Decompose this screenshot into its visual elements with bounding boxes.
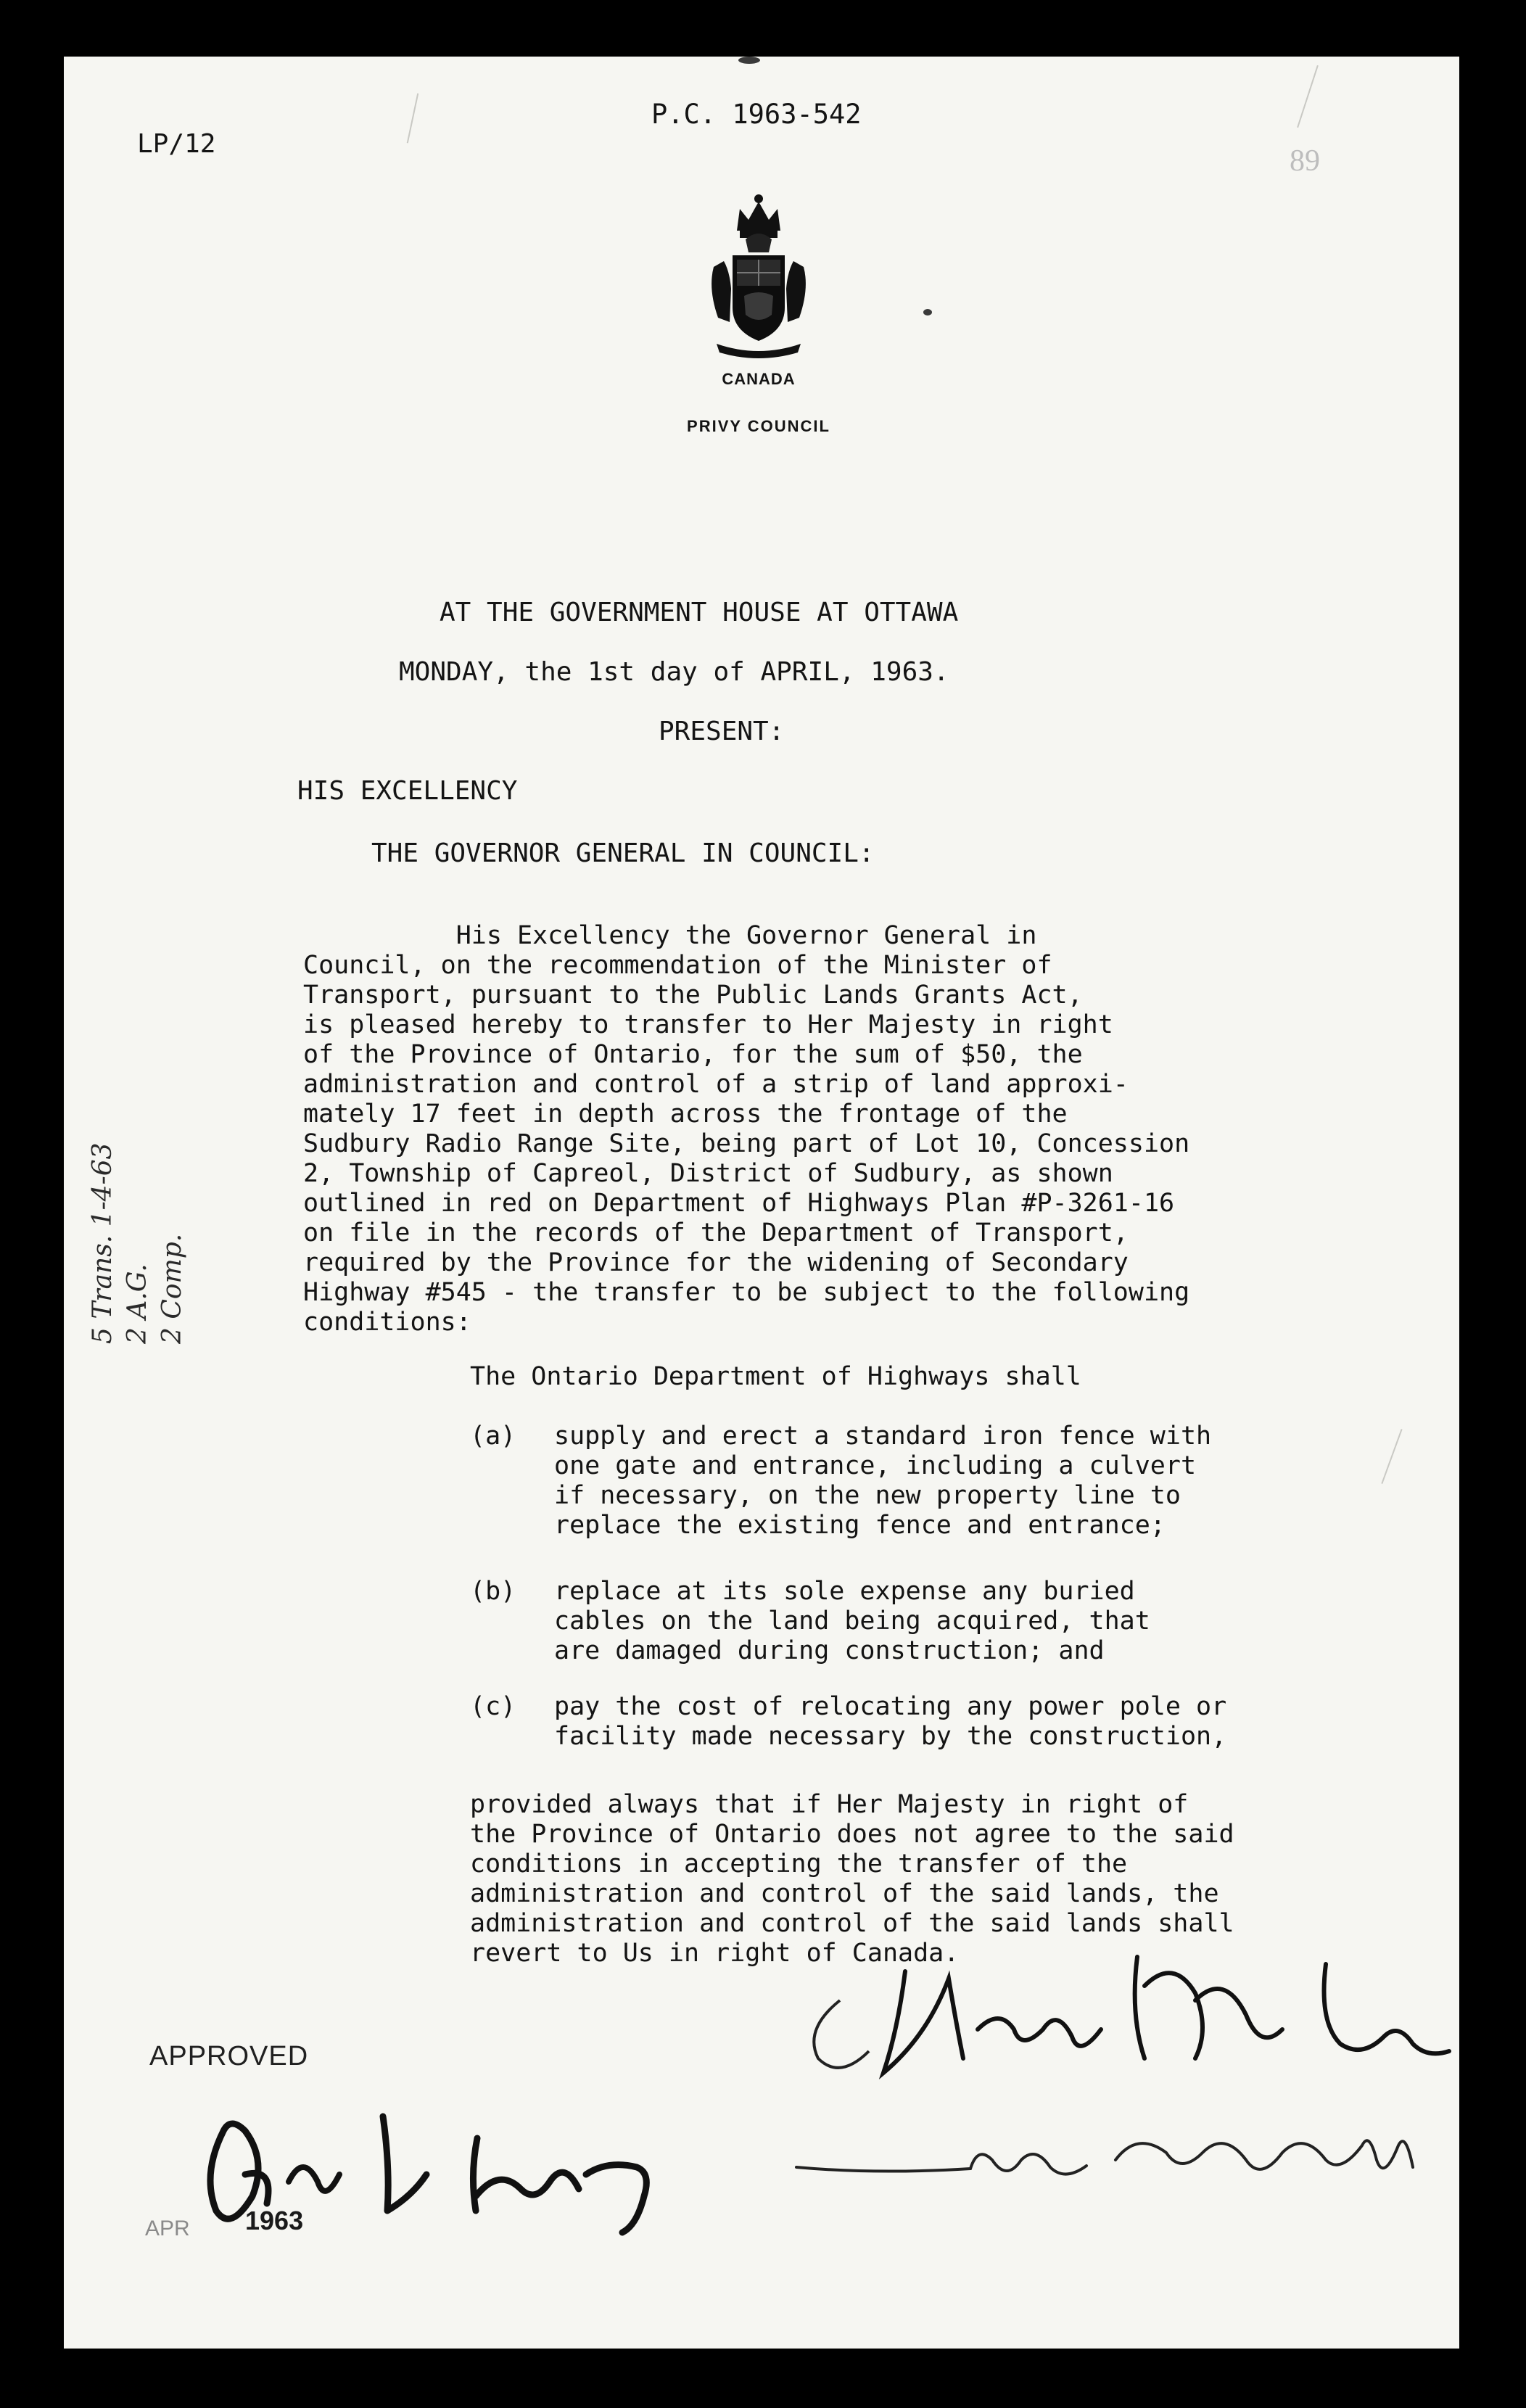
- film-speck: [923, 309, 932, 316]
- condition-b-text: replace at its sole expense any buried cables on the land being acquired, that are damaged during construction; and: [554, 1577, 1150, 1665]
- margin-note-line: 2 A.G.: [123, 1263, 152, 1344]
- condition-c-letter: (c): [470, 1692, 516, 1721]
- heading-location: AT THE GOVERNMENT HOUSE AT OTTAWA: [440, 598, 959, 627]
- film-speck: [738, 57, 760, 64]
- coat-of-arms-icon: [708, 180, 809, 361]
- margin-note-line: 2 Comp.: [157, 1233, 187, 1344]
- approved-stamp-month: APR: [145, 2217, 190, 2240]
- closing-proviso-paragraph: provided always that if Her Majesty in right of the Province of Ontario does not agree to the said conditions in accepting the transfer of the administration and control of the said lands, the administration and control of the said lands shall revert to Us in right of Canada.: [470, 1790, 1234, 1968]
- his-excellency-line: HIS EXCELLENCY: [297, 776, 518, 806]
- page-number: 89: [1290, 144, 1320, 178]
- film-scratch: [407, 94, 419, 144]
- governor-general-signature: [173, 2087, 695, 2247]
- film-scratch: [1297, 65, 1319, 128]
- condition-a-letter: (a): [470, 1422, 516, 1451]
- second-minister-signature: [789, 2102, 1442, 2203]
- governor-general-line: THE GOVERNOR GENERAL IN COUNCIL:: [371, 838, 875, 868]
- heading-date: MONDAY, the 1st day of APRIL, 1963.: [399, 657, 949, 687]
- condition-b-letter: (b): [470, 1577, 516, 1606]
- film-scratch: [1381, 1429, 1402, 1484]
- minister-signature: [760, 1928, 1456, 2087]
- conditions-intro: The Ontario Department of Highways shall: [470, 1362, 1081, 1391]
- condition-c-text: pay the cost of relocating any power pole or facility made necessary by the construction,: [554, 1692, 1227, 1751]
- order-in-council-number: P.C. 1963-542: [651, 99, 862, 130]
- margin-note-line: 5 Trans. 1-4-63: [88, 1142, 117, 1344]
- approved-stamp-year: 1963: [245, 2206, 304, 2235]
- margin-note: [86, 1083, 202, 1344]
- order-body-paragraph: His Excellency the Governor General in Council, on the recommendation of the Minister of Transport, pursuant to the Public Lands Grants Act, is pleased hereby to transfer to Her Majesty in right of the Province of Ontario, for the sum of $50, the administration and control of a strip of land approxi- mately 17 feet in depth across the frontage of the Sudbury Radio Range Site, being part of Lot 10, Concession 2, Township of Capreol, District of Sudbury, as shown outlined in red on Department of Highways Plan #P-3261-16 on file in the records of the Department of Transport, required by the Province for the widening of Secondary Highway #545 - the transfer to be subject to the following conditions:: [303, 921, 1190, 1337]
- heading-present: PRESENT:: [659, 717, 785, 746]
- council-label: PRIVY COUNCIL: [687, 417, 830, 435]
- file-reference: LP/12: [137, 129, 216, 159]
- condition-a-text: supply and erect a standard iron fence with one gate and entrance, including a culvert if necessary, on the new property line to replace the existing fence and entrance;: [554, 1422, 1212, 1540]
- approved-stamp: APPROVED: [149, 2041, 309, 2071]
- country-label: CANADA: [722, 370, 796, 388]
- document-page: [64, 57, 1459, 2349]
